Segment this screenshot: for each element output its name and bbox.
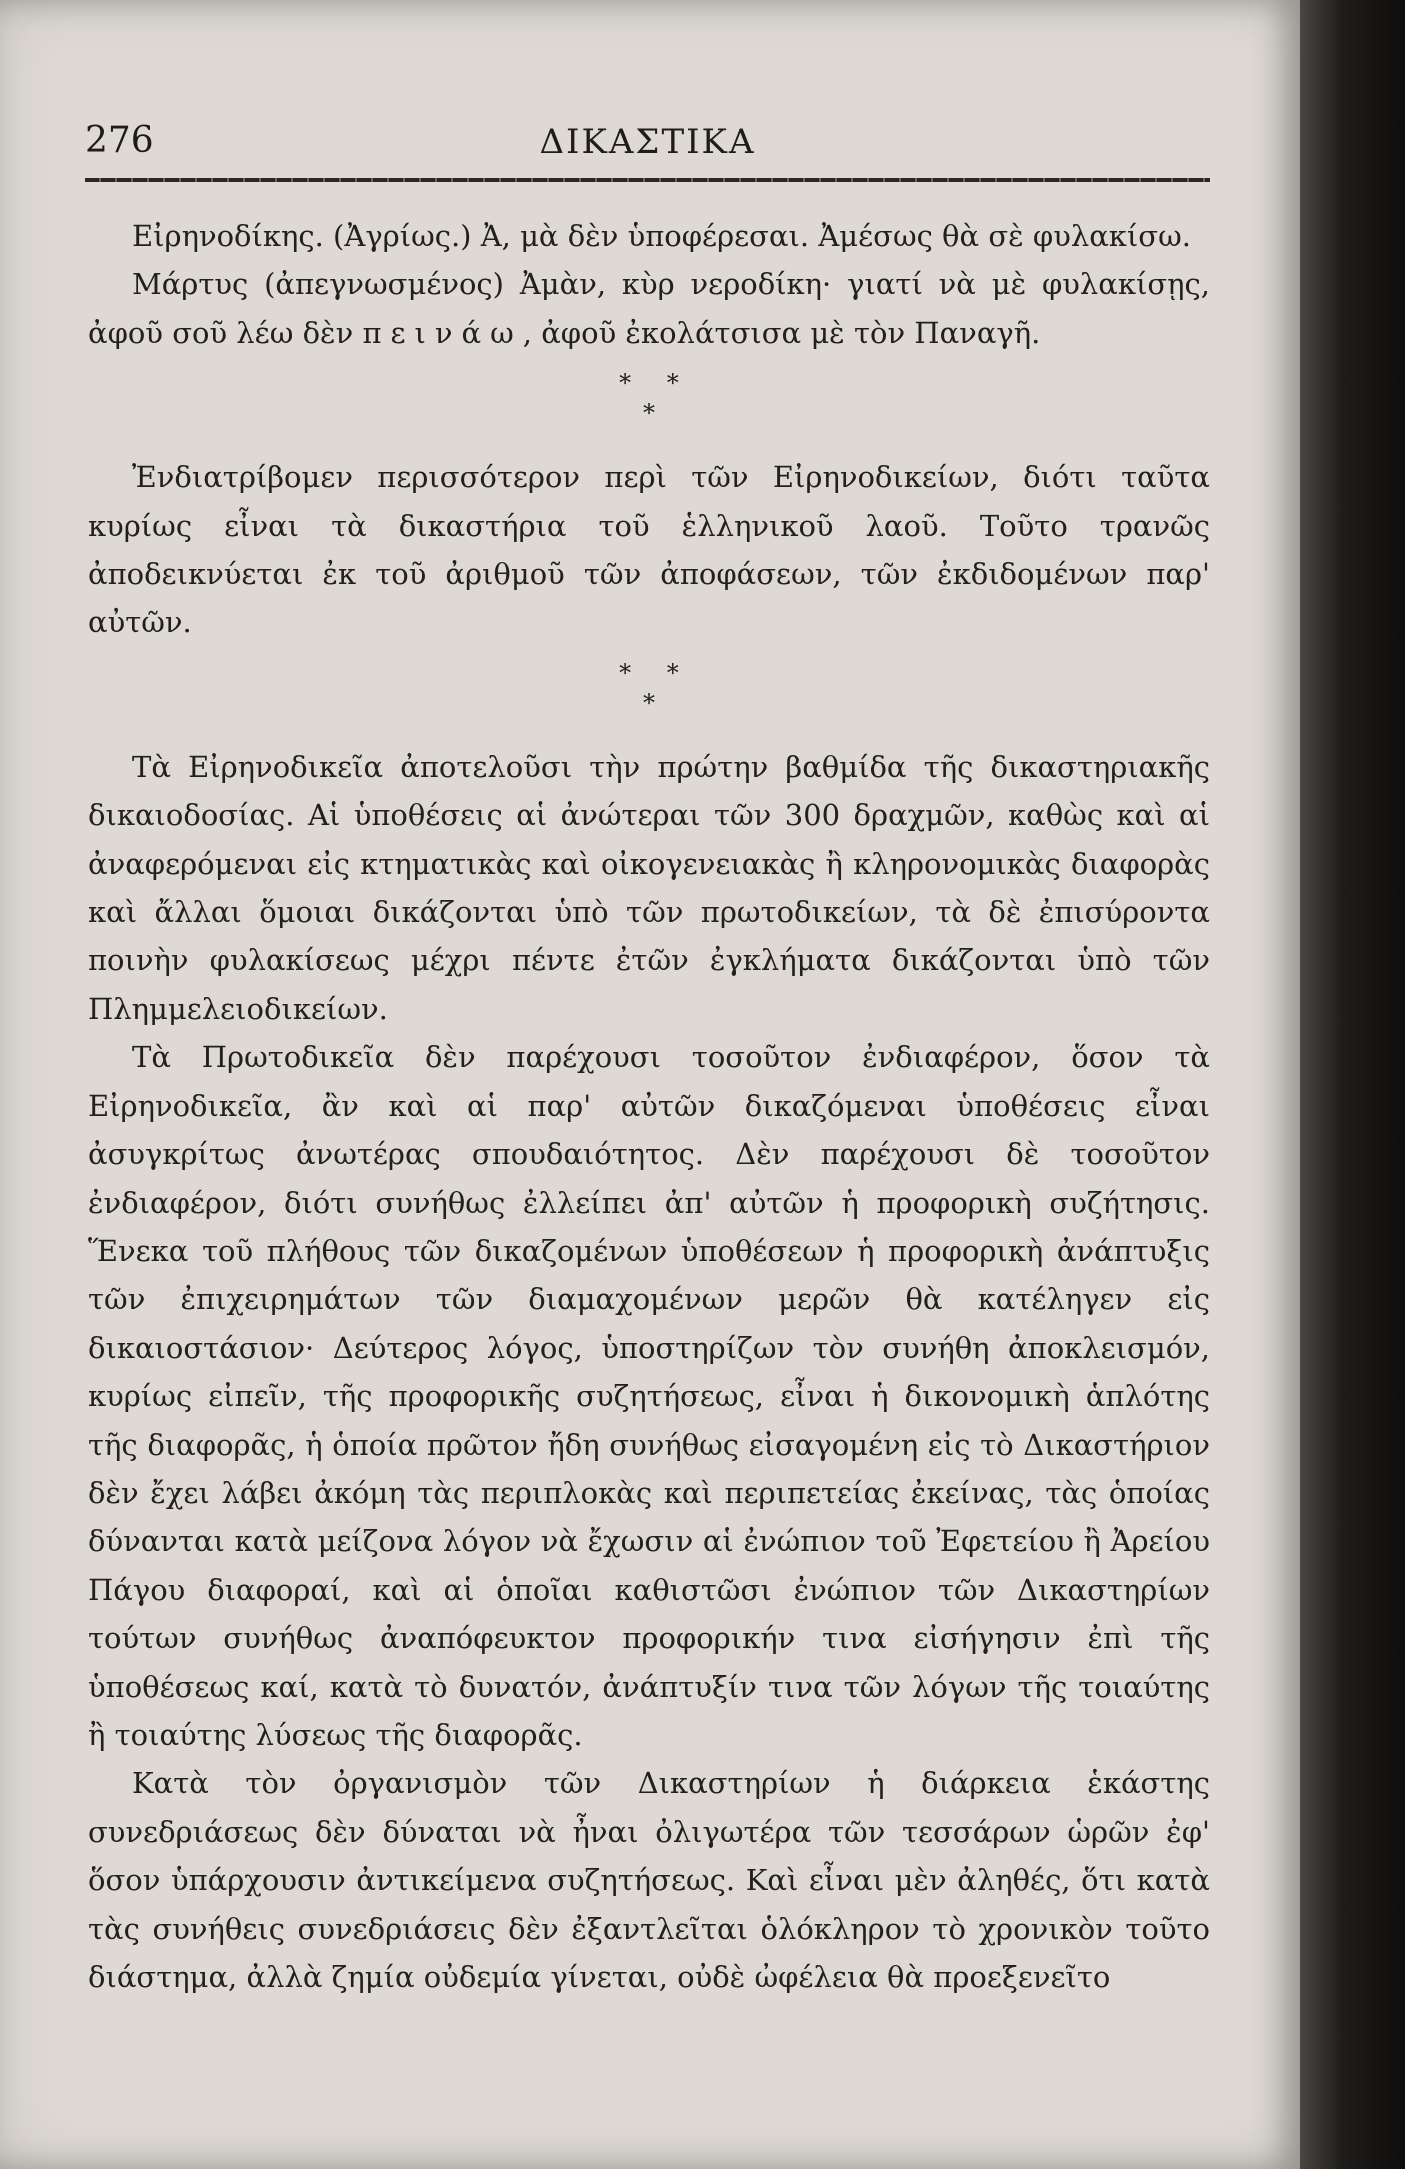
dialogue-witness-emphasis: πεινάω bbox=[362, 315, 523, 350]
separator-star-single: * bbox=[643, 688, 655, 717]
dialogue-line-judge: Εἰρηνοδίκης. (Ἀγρίως.) Ἀ, μὰ δὲν ὑποφέρεσαι. Ἀμέσως θὰ σὲ φυλακίσω. bbox=[132, 219, 1191, 253]
page-header bbox=[85, 112, 1210, 172]
dialogue-line-witness bbox=[88, 260, 1210, 357]
section-separator bbox=[88, 647, 1210, 743]
paragraph-2: Τὰ Εἰρηνοδικεῖα ἀποτελοῦσι τὴν πρώτην βαθμίδα τῆς δικαστηριακῆς δικαιοδοσίας. Αἱ ὑποθέσεις αἱ ἀνώτεραι τῶν 300 δραχμῶν, καθὼς καὶ αἱ ἀναφερόμεναι εἰς κτηματικὰς καὶ οἰκογενειακὰς ἢ κληρονομικὰς διαφορὰς καὶ ἄλλαι ὅμοιαι δικάζονται ὑπὸ τῶν πρωτοδικείων, τὰ δὲ ἐπισύροντα ποινὴν φυλακίσεως μέχρι πέντε ἐτῶν ἐγκλήματα δικάζονται ὑπὸ τῶν Πλημμελειοδικείων. bbox=[88, 749, 1210, 1026]
running-head: ΔΙΚΑΣΤΙΚΑ bbox=[539, 122, 756, 162]
separator-star-pair: * * bbox=[619, 658, 693, 687]
dialogue-witness-text-a: Μάρτυς (ἀπεγνωσμένος) Ἀμὰν, κὺρ νεροδίκη· γιατί νὰ μὲ φυλακίσῃς, ἀφοῦ σοῦ λέω δὲν bbox=[88, 267, 1210, 350]
body-text bbox=[88, 212, 1210, 2001]
separator-star-single: * bbox=[643, 399, 655, 428]
page-edge-shadow bbox=[1300, 0, 1405, 2169]
separator-star-pair: * * bbox=[619, 369, 693, 398]
section-separator bbox=[88, 357, 1210, 453]
paragraph-3: Τὰ Πρωτοδικεῖα δὲν παρέχουσι τοσοῦτον ἐνδιαφέρον, ὅσον τὰ Εἰρηνοδικεῖα, ἂν καὶ αἱ παρ' αὐτῶν δικαζόμεναι ὑποθέσεις εἶναι ἀσυγκρίτως ἀνωτέρας σπουδαιότητος. Δὲν παρέχουσι δὲ τοσοῦτον ἐνδιαφέρον, διότι συνήθως ἐλλείπει ἀπ' αὐτῶν ἡ προφορικὴ συζήτησις. Ἕνεκα τοῦ πλήθους τῶν δικαζομένων ὑποθέσεων ἡ προφορικὴ ἀνάπτυξις τῶν ἐπιχειρημάτων τῶν διαμαχομένων μερῶν θὰ κατέληγεν εἰς δικαιοστάσιον· Δεύτερος λόγος, ὑποστηρίζων τὸν συνήθη ἀποκλεισμόν, κυρίως εἰπεῖν, τῆς προφορικῆς συζητήσεως, εἶναι ἡ δικονομικὴ ἁπλότης τῆς διαφορᾶς, ἡ ὁποία πρῶτον ἤδη συνήθως εἰσαγομένη εἰς τὸ Δικαστήριον δὲν ἔχει λάβει ἀκόμη τὰς περιπλοκὰς καὶ περιπετείας ἐκείνας, τὰς ὁποίας δύνανται κατὰ μείζονα λόγον νὰ ἔχωσιν αἱ ἐνώπιον τοῦ Ἐφετείου ἢ Ἀρείου Πάγου διαφοραί, καὶ αἱ ὁποῖαι καθιστῶσι ἐνώπιον τῶν Δικαστηρίων τούτων συνήθως ἀναπόφευκτον προφορικήν τινα εἰσήγησιν ἐπὶ τῆς ὑποθέσεως καί, κατὰ τὸ δυνατόν, ἀνάπτυξίν τινα τῶν λόγων τῆς τοιαύτης ἢ τοιαύτης λύσεως τῆς διαφορᾶς. bbox=[88, 1040, 1210, 1752]
header-rule bbox=[85, 178, 1210, 182]
dialogue-witness-text-b: , ἀφοῦ ἐκολάτσισα μὲ τὸν Παναγῆ. bbox=[522, 315, 1041, 350]
page-number: 276 bbox=[85, 120, 154, 161]
paragraph-4: Κατὰ τὸν ὀργανισμὸν τῶν Δικαστηρίων ἡ διάρκεια ἑκάστης συνεδριάσεως δὲν δύναται νὰ ἦναι ὀλιγωτέρα τῶν τεσσάρων ὡρῶν ἐφ' ὅσον ὑπάρχουσιν ἀντικείμενα συζητήσεως. Καὶ εἶναι μὲν ἀληθές, ὅτι κατὰ τὰς συνήθεις συνεδριάσεις δὲν ἐξαντλεῖται ὁλόκληρον τὸ χρονικὸν τοῦτο διάστημα, ἀλλὰ ζημία οὐδεμία γίνεται, οὐδὲ ὠφέλεια θὰ προεξενεῖτο bbox=[88, 1766, 1210, 1994]
paragraph-1: Ἐνδιατρίβομεν περισσότερον περὶ τῶν Εἰρηνοδικείων, διότι ταῦτα κυρίως εἶναι τὰ δικαστήρια τοῦ ἑλληνικοῦ λαοῦ. Τοῦτο τρανῶς ἀποδεικνύεται ἐκ τοῦ ἀριθμοῦ τῶν ἀποφάσεων, τῶν ἐκδιδομένων παρ' αὐτῶν. bbox=[88, 460, 1210, 640]
